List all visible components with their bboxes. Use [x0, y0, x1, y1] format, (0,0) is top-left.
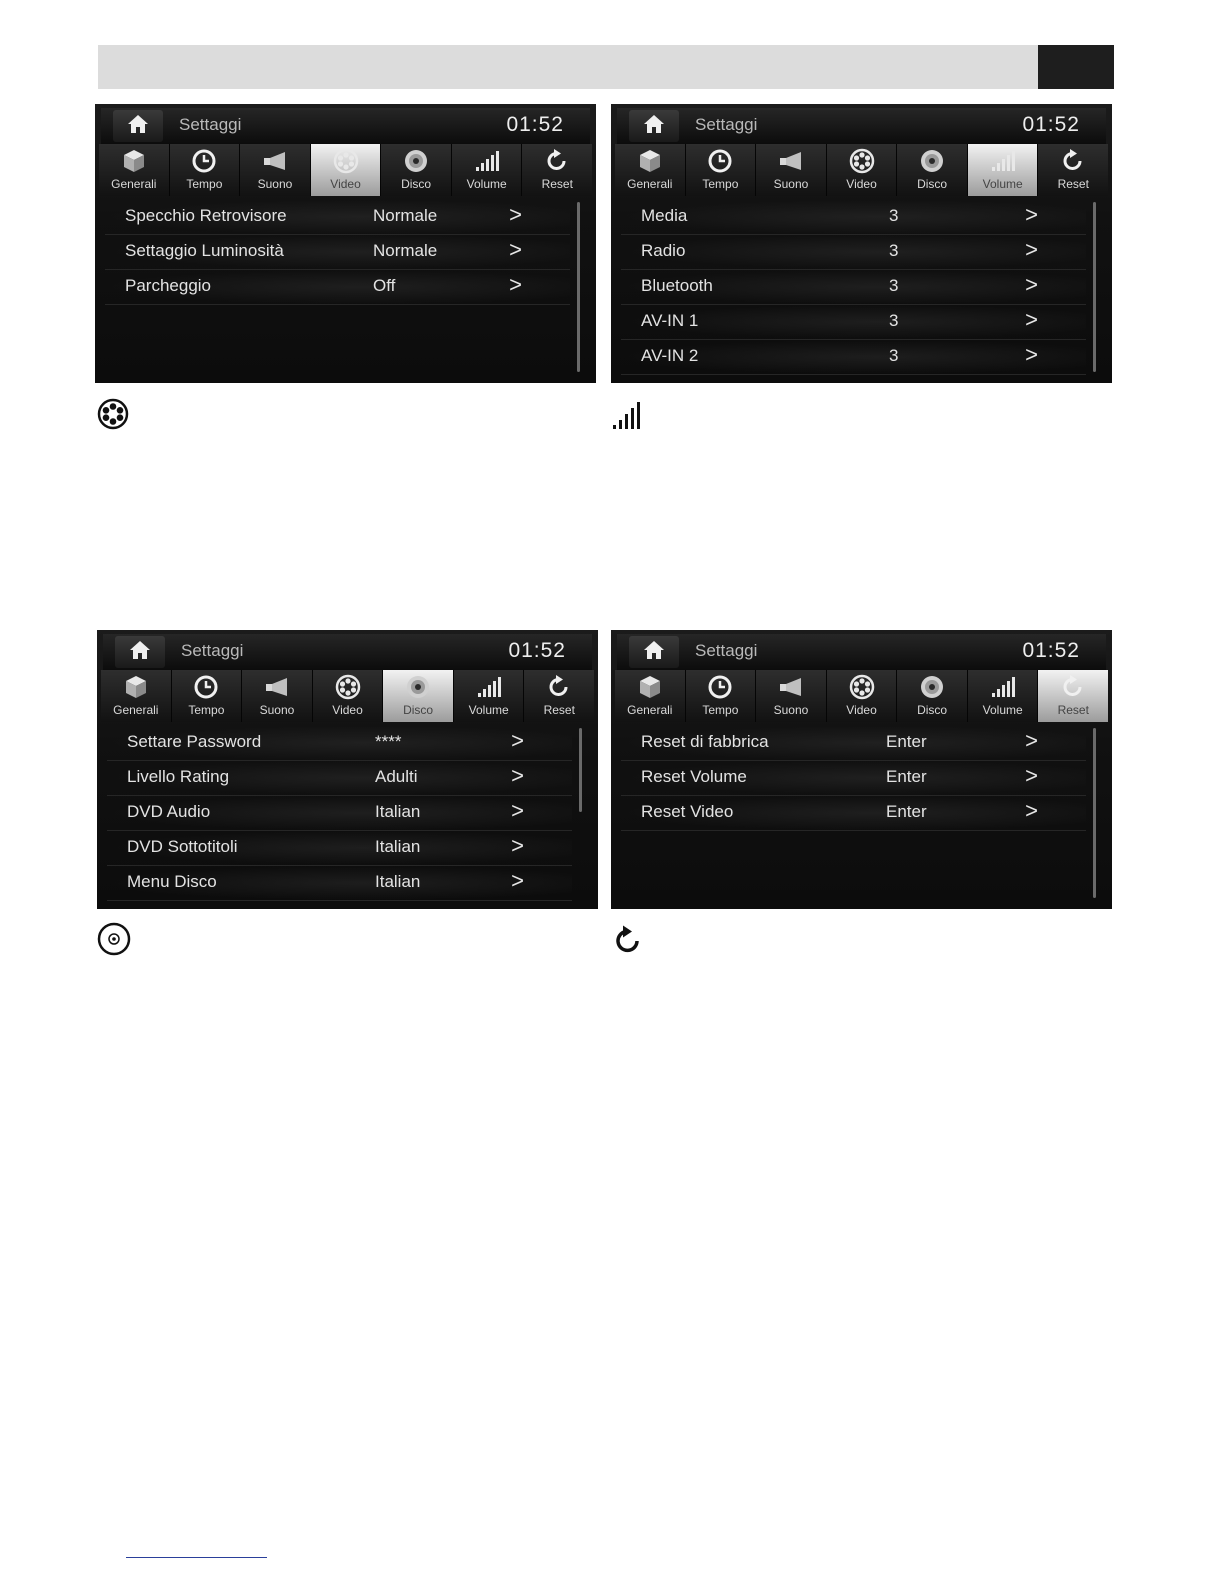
- tab-label: Tempo: [186, 177, 223, 191]
- clock: 01:52: [506, 113, 564, 136]
- item-label: Reset Volume: [641, 767, 747, 786]
- speaker-icon: [777, 148, 805, 174]
- disc-icon: [404, 674, 432, 700]
- tab-label: Suono: [259, 703, 295, 717]
- item-value: Normale: [373, 241, 438, 260]
- tab-label: Reset: [543, 703, 575, 717]
- tab-label: Reset: [1057, 703, 1089, 717]
- chevron-right-icon: >: [511, 763, 524, 788]
- item-value: ****: [375, 732, 402, 751]
- tab-video[interactable]: [311, 144, 382, 196]
- item-label: Reset di fabbrica: [641, 732, 769, 751]
- chevron-right-icon: >: [509, 237, 522, 262]
- tab-label: Generali: [627, 177, 673, 191]
- chevron-right-icon: >: [1025, 237, 1038, 262]
- tab-bar: [101, 670, 594, 722]
- tab-label: Suono: [257, 177, 293, 191]
- tab-generali[interactable]: [615, 144, 686, 196]
- list-item[interactable]: [105, 235, 570, 270]
- video-reel-icon: [97, 398, 129, 430]
- tab-disco[interactable]: [383, 670, 454, 722]
- settings-screen-disco: [97, 630, 598, 909]
- footer-link-underline: [126, 1557, 267, 1558]
- tab-bar: [99, 144, 592, 196]
- tab-disco[interactable]: [381, 144, 452, 196]
- video-reel-icon: [848, 148, 876, 174]
- tab-reset[interactable]: [1038, 670, 1108, 722]
- tab-label: Volume: [982, 177, 1023, 191]
- settings-list: [105, 200, 570, 305]
- tab-label: Video: [330, 177, 361, 191]
- home-button[interactable]: [629, 636, 679, 668]
- chevron-right-icon: >: [511, 798, 524, 823]
- list-item[interactable]: [107, 761, 572, 796]
- item-label: DVD Audio: [127, 802, 211, 821]
- scrollbar[interactable]: [577, 202, 580, 372]
- screen-title: Settaggi: [181, 641, 244, 660]
- cube-icon: [120, 148, 148, 174]
- chevron-right-icon: >: [1025, 272, 1038, 297]
- tab-video[interactable]: [827, 670, 898, 722]
- scrollbar[interactable]: [579, 728, 582, 812]
- tab-suono[interactable]: [240, 144, 311, 196]
- item-label: Reset Video: [641, 802, 734, 821]
- status-bar: [103, 634, 592, 670]
- chevron-right-icon: >: [1025, 728, 1038, 753]
- tab-label: Disco: [401, 177, 432, 191]
- item-label: AV-IN 2: [641, 346, 699, 365]
- volume-bars-icon: [989, 674, 1017, 700]
- chevron-right-icon: >: [1025, 798, 1038, 823]
- item-value: Italian: [375, 802, 421, 821]
- tab-label: Volume: [466, 177, 507, 191]
- list-item[interactable]: [107, 726, 572, 761]
- reset-arrow-icon: [1059, 674, 1087, 700]
- screen-title: Settaggi: [695, 115, 758, 134]
- chevron-right-icon: >: [509, 202, 522, 227]
- tab-label: Video: [846, 177, 877, 191]
- item-value: Normale: [373, 206, 438, 225]
- tab-reset[interactable]: [1038, 144, 1108, 196]
- list-item[interactable]: [105, 200, 570, 235]
- disc-icon: [402, 148, 430, 174]
- item-label: AV-IN 1: [641, 311, 699, 330]
- tab-volume[interactable]: [968, 670, 1039, 722]
- tab-tempo[interactable]: [686, 144, 757, 196]
- item-value: Enter: [886, 732, 927, 751]
- item-value: Off: [373, 276, 396, 295]
- video-reel-icon: [332, 148, 360, 174]
- tab-label: Generali: [627, 703, 673, 717]
- home-button[interactable]: [113, 110, 163, 142]
- list-item[interactable]: [621, 726, 1086, 761]
- item-label: Media: [641, 206, 688, 225]
- item-label: Radio: [641, 241, 686, 260]
- home-button[interactable]: [115, 636, 165, 668]
- list-item[interactable]: [621, 761, 1086, 796]
- item-label: Settaggio Luminosità: [125, 241, 284, 260]
- tab-label: Video: [332, 703, 363, 717]
- clock-icon: [190, 148, 218, 174]
- clock-icon: [706, 674, 734, 700]
- tab-label: Disco: [917, 703, 948, 717]
- settings-screen-volume: [611, 104, 1112, 383]
- tab-label: Reset: [1057, 177, 1089, 191]
- tab-label: Volume: [468, 703, 509, 717]
- chevron-right-icon: >: [511, 728, 524, 753]
- home-icon: [642, 639, 666, 665]
- tab-bar: [615, 144, 1108, 196]
- settings-list: [621, 726, 1086, 831]
- tab-tempo[interactable]: [172, 670, 243, 722]
- tab-label: Generali: [111, 177, 157, 191]
- screen-title: Settaggi: [695, 641, 758, 660]
- disc-icon: [918, 148, 946, 174]
- tab-generali[interactable]: [615, 670, 686, 722]
- home-icon: [642, 113, 666, 139]
- item-value: Italian: [375, 872, 421, 891]
- list-item[interactable]: [621, 796, 1086, 831]
- scrollbar[interactable]: [1093, 728, 1096, 898]
- tab-tempo[interactable]: [170, 144, 241, 196]
- item-value: 3: [889, 241, 899, 260]
- settings-screen-video: [95, 104, 596, 383]
- tab-label: Generali: [113, 703, 159, 717]
- item-value: 3: [889, 311, 899, 330]
- clock: 01:52: [1022, 639, 1080, 662]
- reset-arrow-icon: [543, 148, 571, 174]
- speaker-icon: [261, 148, 289, 174]
- speaker-icon: [777, 674, 805, 700]
- cube-icon: [636, 148, 664, 174]
- item-value: 3: [889, 276, 899, 295]
- cube-icon: [636, 674, 664, 700]
- chevron-right-icon: >: [511, 833, 524, 858]
- volume-bars-icon: [473, 148, 501, 174]
- list-item[interactable]: [107, 831, 572, 866]
- tab-reset[interactable]: [522, 144, 592, 196]
- item-label: Menu Disco: [127, 872, 217, 891]
- list-item[interactable]: [621, 235, 1086, 270]
- tab-generali[interactable]: [101, 670, 172, 722]
- tab-label: Volume: [982, 703, 1023, 717]
- item-label: Parcheggio: [125, 276, 212, 295]
- chevron-right-icon: >: [511, 868, 524, 893]
- list-item[interactable]: [105, 270, 570, 305]
- home-icon: [126, 113, 150, 139]
- page-number-block: [1038, 45, 1114, 89]
- reset-arrow-icon: [612, 924, 644, 956]
- tab-video[interactable]: [313, 670, 384, 722]
- volume-bars-icon: [475, 674, 503, 700]
- video-reel-icon: [334, 674, 362, 700]
- chevron-right-icon: >: [1025, 763, 1038, 788]
- disc-icon: [918, 674, 946, 700]
- item-label: DVD Sottotitoli: [127, 837, 238, 856]
- clock-icon: [192, 674, 220, 700]
- tab-reset[interactable]: [524, 670, 594, 722]
- tab-label: Suono: [773, 177, 809, 191]
- volume-bars-icon: [989, 148, 1017, 174]
- tab-video[interactable]: [827, 144, 898, 196]
- tab-label: Video: [846, 703, 877, 717]
- tab-disco[interactable]: [897, 144, 968, 196]
- tab-tempo[interactable]: [686, 670, 757, 722]
- chevron-right-icon: >: [1025, 307, 1038, 332]
- clock-icon: [706, 148, 734, 174]
- tab-label: Suono: [773, 703, 809, 717]
- list-item[interactable]: [621, 305, 1086, 340]
- list-item[interactable]: [621, 200, 1086, 235]
- page-header-bar: [98, 45, 1038, 89]
- list-item[interactable]: [621, 270, 1086, 305]
- tab-suono[interactable]: [756, 144, 827, 196]
- item-label: Bluetooth: [641, 276, 713, 295]
- reset-arrow-icon: [545, 674, 573, 700]
- item-value: 3: [889, 346, 899, 365]
- tab-volume[interactable]: [454, 670, 525, 722]
- cube-icon: [122, 674, 150, 700]
- tab-volume[interactable]: [968, 144, 1039, 196]
- home-icon: [128, 639, 152, 665]
- speaker-icon: [263, 674, 291, 700]
- status-bar: [101, 108, 590, 144]
- list-item[interactable]: [107, 866, 572, 901]
- settings-screen-reset: [611, 630, 1112, 909]
- tab-label: Reset: [541, 177, 573, 191]
- list-item[interactable]: [621, 340, 1086, 375]
- item-value: Adulti: [375, 767, 418, 786]
- tab-label: Tempo: [702, 177, 739, 191]
- screen-title: Settaggi: [179, 115, 242, 134]
- tab-generali[interactable]: [99, 144, 170, 196]
- tab-volume[interactable]: [452, 144, 523, 196]
- disc-icon: [97, 922, 131, 956]
- item-value: 3: [889, 206, 899, 225]
- item-label: Specchio Retrovisore: [125, 206, 287, 225]
- video-reel-icon: [848, 674, 876, 700]
- tab-label: Disco: [917, 177, 948, 191]
- volume-bars-icon: [612, 400, 642, 430]
- tab-bar: [615, 670, 1108, 722]
- tab-suono[interactable]: [242, 670, 313, 722]
- settings-list: [621, 200, 1086, 375]
- tab-label: Disco: [403, 703, 434, 717]
- tab-disco[interactable]: [897, 670, 968, 722]
- scrollbar[interactable]: [1093, 202, 1096, 372]
- chevron-right-icon: >: [1025, 202, 1038, 227]
- tab-suono[interactable]: [756, 670, 827, 722]
- clock: 01:52: [508, 639, 566, 662]
- tab-label: Tempo: [702, 703, 739, 717]
- item-value: Italian: [375, 837, 421, 856]
- item-label: Livello Rating: [127, 767, 230, 786]
- settings-list: [107, 726, 572, 901]
- chevron-right-icon: >: [509, 272, 522, 297]
- item-label: Settare Password: [127, 732, 262, 751]
- list-item[interactable]: [107, 796, 572, 831]
- chevron-right-icon: >: [1025, 342, 1038, 367]
- item-value: Enter: [886, 802, 927, 821]
- reset-arrow-icon: [1059, 148, 1087, 174]
- status-bar: [617, 108, 1106, 144]
- status-bar: [617, 634, 1106, 670]
- tab-label: Tempo: [188, 703, 225, 717]
- clock: 01:52: [1022, 113, 1080, 136]
- item-value: Enter: [886, 767, 927, 786]
- home-button[interactable]: [629, 110, 679, 142]
